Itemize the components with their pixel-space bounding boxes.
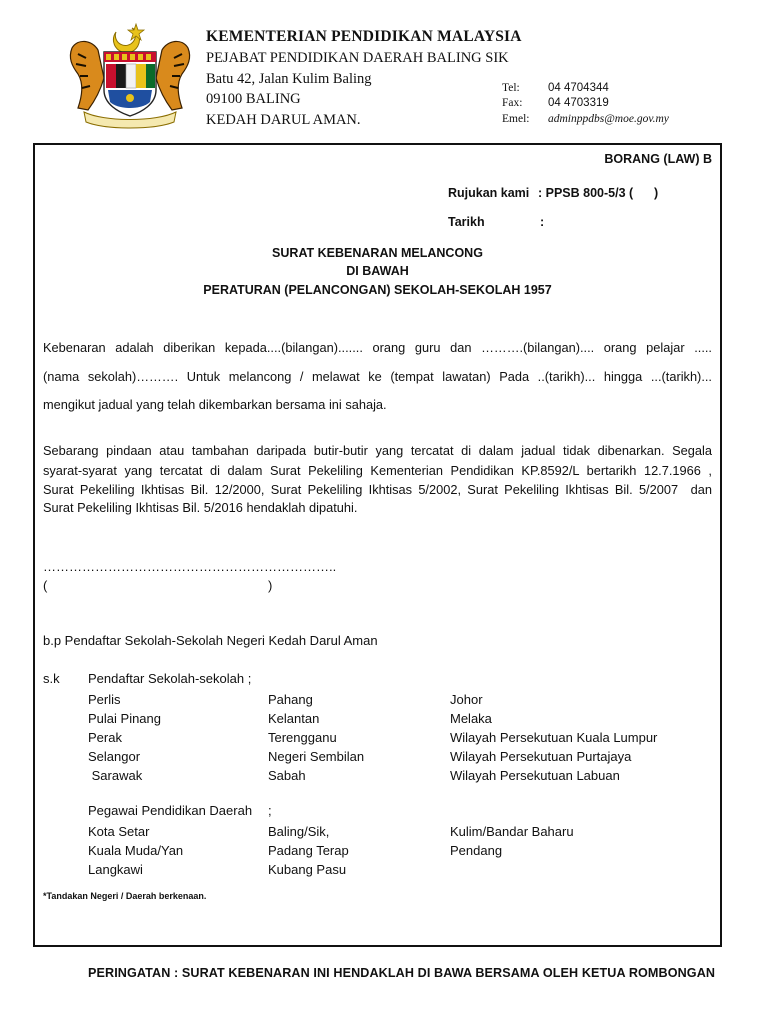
- permission-paragraph-line-1: Kebenaran adalah diberikan kepada....(bilangan)....... orang guru dan ……….(bilangan).... orang pelajar .....: [43, 340, 712, 355]
- list-item: Perak: [88, 730, 122, 745]
- permission-paragraph-line-3: mengikut jadual yang telah dikembarkan bersama ini sahaja.: [43, 397, 387, 412]
- states-column-1: [88, 690, 161, 785]
- list-item: Kelantan: [268, 711, 320, 726]
- district-officer-header: Pegawai Pendidikan Daerah: [88, 803, 253, 818]
- coat-of-arms-logo: [64, 18, 196, 130]
- list-item: Terengganu: [268, 730, 337, 745]
- fax-value: 04 4703319: [548, 97, 609, 109]
- date-label: Tarikh: [448, 215, 485, 229]
- list-item: Pulai Pinang: [88, 711, 161, 726]
- title-line-2: DI BAWAH: [346, 264, 409, 278]
- address-line-3: KEDAH DARUL AMAN.: [206, 112, 361, 128]
- conditions-paragraph-line-2: syarat-syarat yang tercatat di dalam Surat Pekeliling Kementerian Pendidikan KP.8592/L bertarikh 12.7.1966 ,: [43, 463, 712, 478]
- district-officer-semicolon: ;: [268, 803, 272, 818]
- conditions-paragraph-line-3: Surat Pekeliling Ikhtisas Bil. 12/2000, Surat Pekeliling Ikhtisas 5/2002, Surat Pekeliling Ikhtisas Bil. 5/2007 dan: [43, 482, 712, 497]
- date-value: :: [540, 215, 545, 229]
- list-item: Melaka: [450, 711, 492, 726]
- districts-column-3: [450, 822, 574, 860]
- office-name: PEJABAT PENDIDIKAN DAERAH BALING SIK: [206, 50, 509, 66]
- states-column-2: [268, 690, 364, 785]
- email-label: Emel:: [502, 113, 530, 125]
- list-item: Negeri Sembilan: [268, 749, 365, 764]
- warning-footer: PERINGATAN : SURAT KEBENARAN INI HENDAKLAH DI BAWA BERSAMA OLEH KETUA ROMBONGAN: [88, 966, 716, 980]
- list-item: Kota Setar: [88, 824, 150, 839]
- footnote: *Tandakan Negeri / Daerah berkenaan.: [43, 891, 207, 901]
- list-item: Selangor: [88, 749, 141, 764]
- list-item: Baling/Sik,: [268, 824, 330, 839]
- districts-column-1: [88, 822, 183, 879]
- conditions-paragraph-line-4: Surat Pekeliling Ikhtisas Bil. 5/2016 hendaklah dipatuhi.: [43, 500, 358, 515]
- tel-value: 04 4704344: [548, 82, 609, 94]
- signature-name-close-paren: ): [268, 578, 273, 593]
- ministry-name: KEMENTERIAN PENDIDIKAN MALAYSIA: [206, 28, 522, 45]
- districts-column-2: [268, 822, 349, 879]
- list-item: Kuala Muda/Yan: [88, 843, 184, 858]
- list-item: Perlis: [88, 692, 121, 707]
- permission-paragraph-line-2: (nama sekolah)………. Untuk melancong / melawat ke (tempat lawatan) Pada ..(tarikh)... hingga ...(tarikh)...: [43, 369, 712, 384]
- on-behalf-of-line: b.p Pendaftar Sekolah-Sekolah Negeri Kedah Darul Aman: [43, 633, 378, 648]
- reference-value: : PPSB 800-5/3 ( ): [538, 186, 659, 200]
- list-item: Kubang Pasu: [268, 862, 347, 877]
- signature-dotted-line: …………………………………………………………..: [43, 559, 337, 574]
- address-line-2: 09100 BALING: [206, 91, 301, 107]
- title-line-1: SURAT KEBENARAN MELANCONG: [272, 246, 483, 260]
- list-item: Johor: [450, 692, 483, 707]
- conditions-paragraph-line-1: Sebarang pindaan atau tambahan daripada butir-butir yang tercatat di dalam jadual tidak dibenarkan. Segala: [43, 443, 712, 458]
- list-item: Pahang: [268, 692, 313, 707]
- form-code: BORANG (LAW) B: [604, 152, 712, 166]
- list-item: Sabah: [268, 768, 306, 783]
- address-line-1: Batu 42, Jalan Kulim Baling: [206, 71, 372, 87]
- list-item: Wilayah Persekutuan Purtajaya: [450, 749, 632, 764]
- list-item: Padang Terap: [268, 843, 349, 858]
- list-item: Wilayah Persekutuan Kuala Lumpur: [450, 730, 658, 745]
- signature-name-open-paren: (: [43, 578, 48, 593]
- copy-to-label: s.k: [43, 671, 60, 686]
- tel-label: Tel:: [502, 82, 520, 94]
- email-value: adminppdbs@moe.gov.my: [548, 113, 669, 125]
- registrar-header: Pendaftar Sekolah-sekolah ;: [88, 671, 252, 686]
- list-item: Sarawak: [88, 768, 143, 783]
- list-item: Pendang: [450, 843, 503, 858]
- reference-label: Rujukan kami: [448, 186, 530, 200]
- fax-label: Fax:: [502, 97, 523, 109]
- list-item: Langkawi: [88, 862, 143, 877]
- list-item: Kulim/Bandar Baharu: [450, 824, 574, 839]
- states-column-3: [450, 690, 657, 785]
- list-item: Wilayah Persekutuan Labuan: [450, 768, 620, 783]
- title-line-3: PERATURAN (PELANCONGAN) SEKOLAH-SEKOLAH 1957: [203, 283, 552, 297]
